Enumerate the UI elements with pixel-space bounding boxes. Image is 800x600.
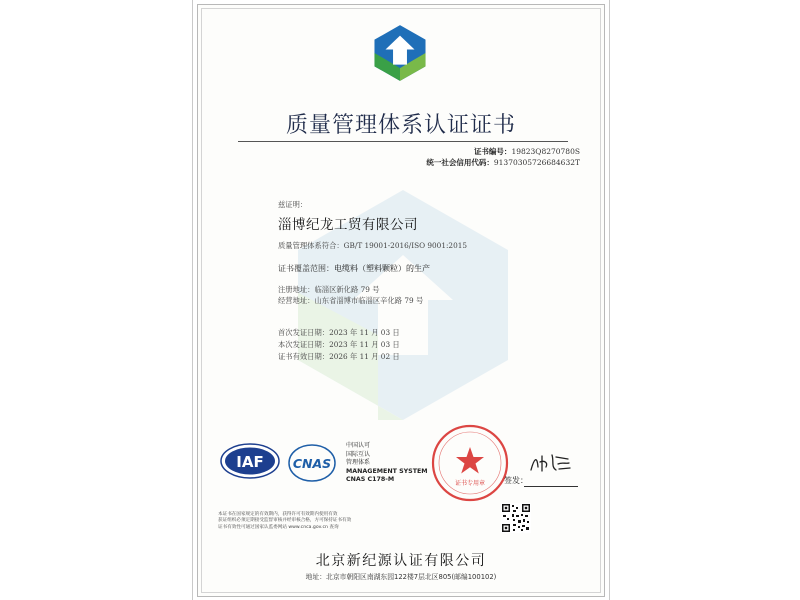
accr-line-1: 中国认可 (346, 442, 371, 449)
signature-line (524, 486, 578, 487)
signature-label: 签发： (504, 476, 528, 485)
valid-until-label: 证书有效日期： (278, 352, 330, 361)
standard-label: 质量管理体系符合： (278, 241, 344, 250)
cert-number: 19823Q8270780S (511, 147, 580, 156)
op-address: 山东省淄博市临淄区辛化路 79 号 (314, 296, 424, 305)
seal-center-text: 证书专用章 (454, 480, 486, 487)
attest-label: 兹证明： (278, 200, 308, 209)
op-address-row (278, 296, 423, 306)
note-line-1: 本证书在国家规定的有效期内，获得许可有效期内使用有效 (218, 512, 338, 517)
this-issue-date: 2023 年 11 月 03 日 (329, 340, 400, 349)
standard-row (278, 241, 467, 251)
company-logo-icon (371, 23, 429, 83)
credit-code-row (426, 157, 580, 168)
first-issue-row (278, 328, 400, 338)
accreditation-text (346, 442, 428, 485)
certificate-notes (218, 512, 518, 531)
credit-code-label: 统一社会信用代码： (426, 158, 494, 167)
certificate (197, 4, 605, 597)
qr-code-icon (501, 503, 531, 533)
certificate-title: 质量管理体系认证证书 (285, 113, 516, 138)
iaf-badge-icon (220, 443, 280, 479)
scope-row (278, 263, 430, 274)
first-issue-label: 首次发证日期： (278, 328, 330, 337)
signature-icon (528, 451, 574, 473)
standard-value: GB/T 19001-2016/ISO 9001:2015 (343, 241, 467, 250)
reg-address-label: 注册地址： (278, 285, 315, 294)
accr-line-4: MANAGEMENT SYSTEM (346, 467, 428, 475)
cert-number-row (474, 146, 580, 157)
title-divider (238, 141, 568, 142)
note-line-2: 获证组织必须定期接受监督审核并经审核合格，方可保持证书有效 (218, 518, 352, 524)
cert-number-label: 证书编号： (473, 147, 512, 156)
issuer-name: 北京新纪源认证有限公司 (315, 553, 487, 569)
company-name: 淄博纪龙工贸有限公司 (278, 217, 418, 233)
reg-address-row (278, 285, 380, 295)
credit-code: 91370305726684632T (493, 158, 580, 167)
accr-line-5: CNAS C178-M (346, 476, 395, 484)
this-issue-row (278, 340, 400, 350)
scope-value: 电缆料（塑料颗粒）的生产 (334, 264, 430, 273)
accr-line-3: 管理体系 (346, 459, 371, 467)
first-issue-date: 2023 年 11 月 03 日 (329, 328, 400, 337)
accr-line-2: 国际互认 (346, 450, 371, 458)
iaf-text: IAF (236, 453, 264, 471)
this-issue-label: 本次发证日期： (278, 340, 330, 349)
valid-until-date: 2026 年 11 月 02 日 (329, 352, 400, 361)
note-line-3: 证书有效性可通过国家认监委网站 www.cnca.gov.cn 查询 (218, 524, 339, 530)
reg-address: 临淄区新化路 79 号 (314, 285, 380, 294)
cnas-badge-icon (285, 443, 339, 483)
op-address-label: 经营地址： (278, 296, 315, 305)
valid-until-row (278, 352, 400, 362)
cnas-text: CNAS (292, 456, 332, 471)
official-seal-icon (426, 423, 522, 503)
issuer-address: 地址：北京市朝阳区南湖东园122楼7层北区805(邮编100102) (305, 573, 497, 581)
scope-label: 证书覆盖范围： (278, 264, 334, 273)
